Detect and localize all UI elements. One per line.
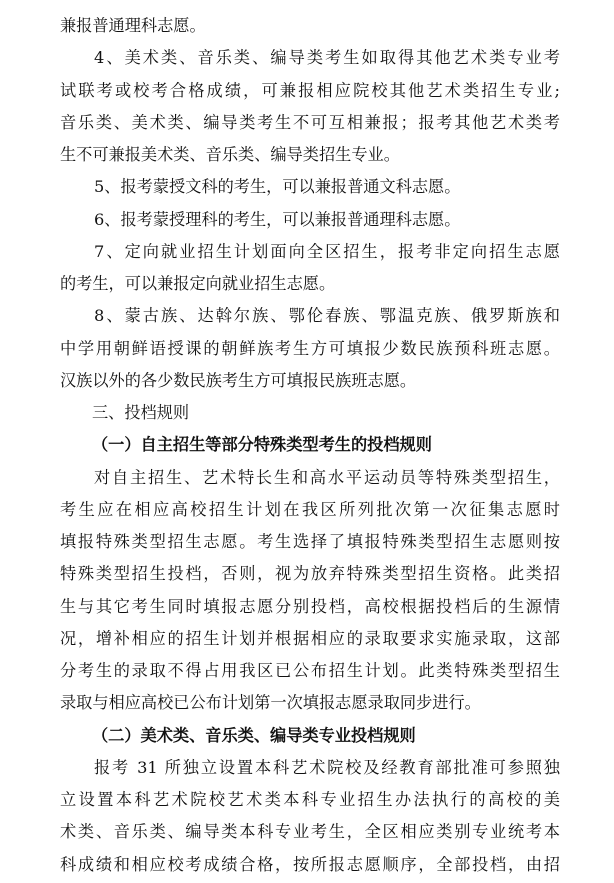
text-line: 5、报考蒙授文科的考生，可以兼报普通文科志愿。 bbox=[94, 177, 461, 197]
text-line: 生与其它考生同时填报志愿分别投档，高校根据投档后的生源情 bbox=[60, 596, 560, 616]
subsection-heading: （二）美术类、音乐类、编导类专业投档规则 bbox=[92, 725, 416, 745]
text-line: 报考 31 所独立设置本科艺术院校及经教育部批准可参照独 bbox=[94, 757, 560, 777]
text-line: 音乐类、美术类、编导类考生不可互相兼报；报考其他艺术类考 bbox=[60, 112, 560, 132]
text-line: 对自主招生、艺术特长生和高水平运动员等特殊类型招生， bbox=[94, 467, 560, 487]
text-line: 7、定向就业招生计划面向全区招生，报考非定向招生志愿 bbox=[94, 241, 560, 261]
text-line: 中学用朝鲜语授课的朝鲜族考生方可填报少数民族预科班志愿。 bbox=[60, 338, 560, 358]
text-line: 考生应在相应高校招生计划在我区所列批次第一次征集志愿时 bbox=[60, 499, 560, 519]
section-heading: 三、投档规则 bbox=[92, 403, 190, 423]
text-line: 分考生的录取不得占用我区已公布招生计划。此类特殊类型招生 bbox=[60, 661, 560, 681]
text-line: 填报特殊类型招生志愿。考生选择了填报特殊类型招生志愿则按 bbox=[60, 532, 560, 552]
text-line: 录取与相应高校已公布计划第一次填报志愿录取同步进行。 bbox=[60, 693, 481, 713]
text-line: 特殊类型招生投档，否则，视为放弃特殊类型招生资格。此类招 bbox=[60, 564, 560, 584]
text-line: 兼报普通理科志愿。 bbox=[60, 16, 206, 35]
text-line: 汉族以外的各少数民族考生方可填报民族班志愿。 bbox=[60, 370, 417, 390]
text-line: 科成绩和相应校考成绩合格，按所报志愿顺序，全部投档，由招 bbox=[60, 854, 560, 874]
text-line: 生不可兼报美术类、音乐类、编导类招生专业。 bbox=[60, 145, 400, 165]
text-line: 4、美术类、音乐类、编导类考生如取得其他艺术类专业考 bbox=[94, 48, 560, 68]
text-line: 立设置本科艺术院校艺术类本科专业招生办法执行的高校的美 bbox=[60, 790, 560, 810]
text-line: 6、报考蒙授理科的考生，可以兼报普通理科志愿。 bbox=[94, 209, 461, 229]
text-line: 的考生，可以兼报定向就业招生志愿。 bbox=[60, 274, 336, 294]
text-line: 8、蒙古族、达斡尔族、鄂伦春族、鄂温克族、俄罗斯族和 bbox=[94, 306, 560, 326]
text-line: 试联考或校考合格成绩，可兼报相应院校其他艺术类招生专业; bbox=[60, 80, 560, 100]
text-line: 况，增补相应的招生计划并根据相应的录取要求实施录取，这部 bbox=[60, 628, 560, 648]
text-line: 术类、音乐类、编导类本科专业考生，全区相应类别专业统考本 bbox=[60, 822, 560, 842]
subsection-heading: （一）自主招生等部分特殊类型考生的投档规则 bbox=[92, 435, 432, 455]
